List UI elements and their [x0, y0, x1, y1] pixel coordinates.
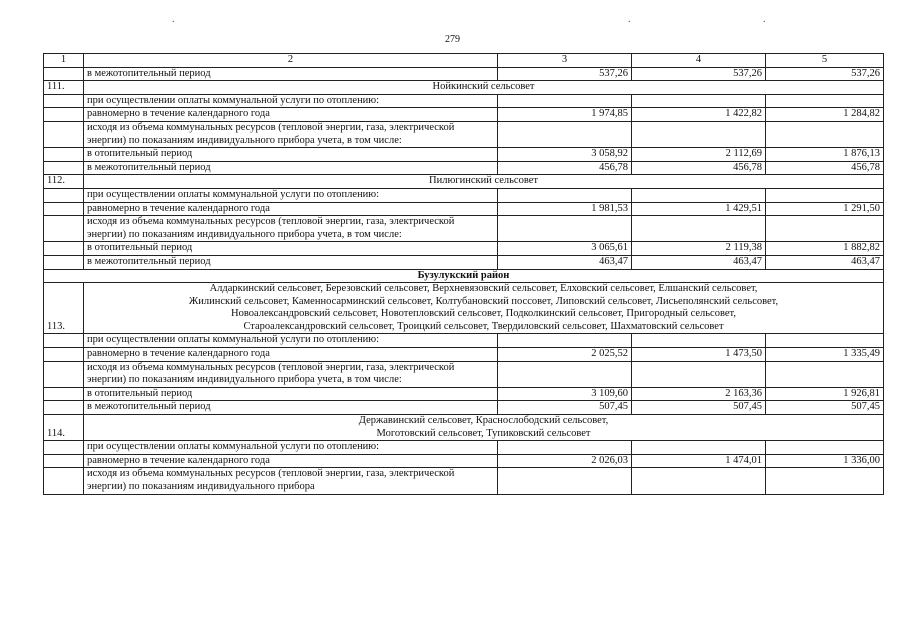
row-label-cell: при осуществлении оплаты коммунальной услуги по отоплению:	[84, 334, 498, 348]
value-cell: 1 974,85	[498, 108, 632, 122]
header-cell: 5	[766, 54, 884, 68]
value-cell: 456,78	[766, 161, 884, 175]
value-cell: 2 119,38	[632, 242, 766, 256]
scan-dot: .	[628, 14, 631, 25]
value-cell: 463,47	[498, 255, 632, 269]
text-row	[44, 334, 884, 348]
empty-cell	[498, 361, 632, 387]
empty-cell	[498, 468, 632, 494]
empty-cell	[766, 441, 884, 455]
empty-cell	[766, 361, 884, 387]
row-number-cell: 112.	[44, 175, 84, 189]
data-row	[44, 161, 884, 175]
header-cell: 1	[44, 54, 84, 68]
empty-cell	[766, 94, 884, 108]
row-number-cell	[44, 67, 84, 81]
section-title-line: Моготовский сельсовет, Тупиковский сельсовет	[376, 427, 591, 439]
value-cell: 3 109,60	[498, 387, 632, 401]
row-label-cell: исходя из объема коммунальных ресурсов (тепловой энергии, газа, электрической энергии) по показаниям индивидуального прибора	[84, 468, 498, 494]
row-label-cell: исходя из объема коммунальных ресурсов (тепловой энергии, газа, электрической энергии) по показаниям индивидуального прибора учета, в том числе:	[84, 361, 498, 387]
header-row	[44, 54, 884, 68]
row-number-cell	[44, 348, 84, 362]
row-number-cell	[44, 361, 84, 387]
section-row	[44, 283, 884, 334]
row-label-cell: в отопительный период	[84, 148, 498, 162]
data-row	[44, 202, 884, 216]
section-title: Пилюгинский сельсовет	[84, 175, 884, 189]
row-number-cell	[44, 216, 84, 242]
data-row	[44, 108, 884, 122]
text-row	[44, 94, 884, 108]
empty-cell	[498, 188, 632, 202]
value-cell: 2 025,52	[498, 348, 632, 362]
value-cell: 2 112,69	[632, 148, 766, 162]
row-label-cell: исходя из объема коммунальных ресурсов (тепловой энергии, газа, электрической энергии) по показаниям индивидуального прибора учета, в том числе:	[84, 121, 498, 147]
value-cell: 507,45	[632, 401, 766, 415]
text-row	[44, 361, 884, 387]
text-row	[44, 121, 884, 147]
value-cell: 1 429,51	[632, 202, 766, 216]
row-number-cell	[44, 401, 84, 415]
row-label-cell: в отопительный период	[84, 387, 498, 401]
data-row	[44, 242, 884, 256]
page-number: 279	[445, 34, 460, 45]
header-cell: 4	[632, 54, 766, 68]
empty-cell	[632, 188, 766, 202]
row-number-cell	[44, 334, 84, 348]
value-cell: 1 284,82	[766, 108, 884, 122]
section-title	[84, 283, 884, 334]
value-cell: 456,78	[632, 161, 766, 175]
row-number-cell	[44, 468, 84, 494]
row-number-cell	[44, 242, 84, 256]
row-label-cell: при осуществлении оплаты коммунальной услуги по отоплению:	[84, 94, 498, 108]
row-label-cell: в межотопительный период	[84, 161, 498, 175]
row-number-cell	[44, 94, 84, 108]
empty-cell	[766, 334, 884, 348]
row-number-cell	[44, 108, 84, 122]
row-number-cell	[44, 454, 84, 468]
row-label-cell: равномерно в течение календарного года	[84, 108, 498, 122]
row-label-cell: в межотопительный период	[84, 67, 498, 81]
empty-cell	[632, 334, 766, 348]
row-label-cell: равномерно в течение календарного года	[84, 454, 498, 468]
empty-cell	[632, 441, 766, 455]
empty-cell	[498, 94, 632, 108]
value-cell: 1 473,50	[632, 348, 766, 362]
empty-cell	[632, 216, 766, 242]
data-row	[44, 401, 884, 415]
row-label-cell: в отопительный период	[84, 242, 498, 256]
empty-cell	[498, 216, 632, 242]
empty-cell	[766, 121, 884, 147]
scan-dot: .	[763, 14, 766, 25]
data-row	[44, 348, 884, 362]
row-number-cell: 113.	[44, 283, 84, 334]
section-title-line: Новоалександровский сельсовет, Новотепловский сельсовет, Подколкинский сельсовет, Пригородный сельсовет,	[231, 308, 736, 320]
value-cell: 463,47	[632, 255, 766, 269]
row-number-cell	[44, 202, 84, 216]
empty-cell	[632, 468, 766, 494]
data-row	[44, 387, 884, 401]
data-row	[44, 148, 884, 162]
empty-cell	[632, 94, 766, 108]
row-label-cell: исходя из объема коммунальных ресурсов (тепловой энергии, газа, электрической энергии) по показаниям индивидуального прибора учета, в том числе:	[84, 216, 498, 242]
row-number-cell	[44, 121, 84, 147]
empty-cell	[632, 121, 766, 147]
data-row	[44, 454, 884, 468]
value-cell: 1 336,00	[766, 454, 884, 468]
value-cell: 456,78	[498, 161, 632, 175]
data-row	[44, 255, 884, 269]
row-label-cell: равномерно в течение календарного года	[84, 348, 498, 362]
empty-cell	[632, 361, 766, 387]
value-cell: 463,47	[766, 255, 884, 269]
value-cell: 2 026,03	[498, 454, 632, 468]
row-number-cell	[44, 161, 84, 175]
row-number-cell: 111.	[44, 81, 84, 95]
scan-dot: .	[172, 14, 175, 25]
value-cell: 537,26	[498, 67, 632, 81]
section-title-line: Староалександровский сельсовет, Троицкий сельсовет, Твердиловский сельсовет, Шахматовский сельсовет	[243, 320, 724, 332]
section-title: Нойкинский сельсовет	[84, 81, 884, 95]
row-label-cell: в межотопительный период	[84, 401, 498, 415]
section-row	[44, 415, 884, 441]
text-row	[44, 441, 884, 455]
empty-cell	[766, 468, 884, 494]
row-number-cell	[44, 441, 84, 455]
empty-cell	[498, 121, 632, 147]
empty-cell	[766, 216, 884, 242]
row-number-cell	[44, 255, 84, 269]
section-row	[44, 175, 884, 189]
value-cell: 1 422,82	[632, 108, 766, 122]
header-cell: 3	[498, 54, 632, 68]
value-cell: 1 882,82	[766, 242, 884, 256]
section-row	[44, 81, 884, 95]
section-title	[84, 415, 884, 441]
row-number-cell	[44, 387, 84, 401]
table-body	[44, 54, 884, 495]
value-cell: 537,26	[632, 67, 766, 81]
region-row	[44, 269, 884, 283]
value-cell: 3 058,92	[498, 148, 632, 162]
tariff-table	[43, 53, 884, 495]
value-cell: 1 474,01	[632, 454, 766, 468]
row-number-cell: 114.	[44, 415, 84, 441]
text-row	[44, 188, 884, 202]
row-number-cell	[44, 148, 84, 162]
value-cell: 507,45	[766, 401, 884, 415]
value-cell: 507,45	[498, 401, 632, 415]
text-row	[44, 468, 884, 494]
section-title-line: Жилинский сельсовет, Каменносарминский сельсовет, Колтубановский поссовет, Липовский сельсовет, Лисьеполянский сельсовет,	[188, 295, 779, 307]
value-cell: 2 163,36	[632, 387, 766, 401]
empty-cell	[498, 441, 632, 455]
value-cell: 537,26	[766, 67, 884, 81]
text-row	[44, 216, 884, 242]
value-cell: 1 335,49	[766, 348, 884, 362]
value-cell: 1 291,50	[766, 202, 884, 216]
empty-cell	[498, 334, 632, 348]
region-title: Бузулукский район	[44, 269, 884, 283]
value-cell: 3 065,61	[498, 242, 632, 256]
row-label-cell: при осуществлении оплаты коммунальной услуги по отоплению:	[84, 441, 498, 455]
row-number-cell	[44, 188, 84, 202]
row-label-cell: в межотопительный период	[84, 255, 498, 269]
empty-cell	[766, 188, 884, 202]
header-cell: 2	[84, 54, 498, 68]
value-cell: 1 876,13	[766, 148, 884, 162]
row-label-cell: при осуществлении оплаты коммунальной услуги по отоплению:	[84, 188, 498, 202]
value-cell: 1 926,81	[766, 387, 884, 401]
section-title-line: Алдаркинский сельсовет, Березовский сельсовет, Верхневязовский сельсовет, Елховский сельсовет, Елшанский сельсовет,	[209, 283, 758, 295]
section-title-line: Державинский сельсовет, Краснослободский сельсовет,	[358, 415, 609, 427]
value-cell: 1 981,53	[498, 202, 632, 216]
row-label-cell: равномерно в течение календарного года	[84, 202, 498, 216]
data-row	[44, 67, 884, 81]
